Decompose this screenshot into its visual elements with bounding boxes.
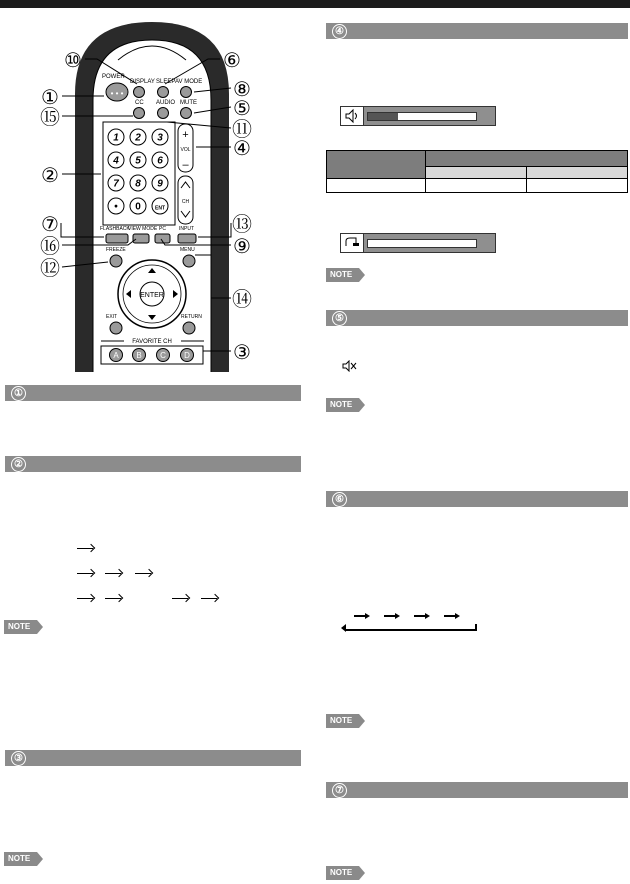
callout-number: ⑤ xyxy=(233,98,251,120)
return-button[interactable] xyxy=(183,322,195,334)
section-number-1: ① xyxy=(11,386,26,401)
section-bar-6 xyxy=(326,491,628,507)
av-mode-button[interactable] xyxy=(181,87,192,98)
note-badge-7: NOTE xyxy=(326,866,359,880)
callout-number: ⑦ xyxy=(41,214,59,236)
power-label: POWER xyxy=(102,74,125,80)
freeze-label: FREEZE xyxy=(106,247,126,253)
callout-number: ③ xyxy=(233,342,251,364)
section-bar-7 xyxy=(326,782,628,798)
note-badge-2: NOTE xyxy=(4,620,37,634)
note-badge-4: NOTE xyxy=(326,268,359,282)
top-bar xyxy=(0,0,630,8)
section-number-2: ② xyxy=(11,457,26,472)
volume-bar-display xyxy=(340,106,496,126)
view-mode-label: VIEW MODE xyxy=(128,226,158,232)
sleep-label: SLEEP xyxy=(156,79,176,85)
return-label: RETURN xyxy=(181,314,202,320)
callout-number: ⑯ xyxy=(40,236,60,258)
vol-label: VOL xyxy=(180,147,191,153)
audio-bar-display xyxy=(340,233,496,253)
display-label: DISPLAY xyxy=(130,79,155,85)
cc-label: CC xyxy=(135,100,144,106)
number-key-label: 4 xyxy=(113,155,119,167)
callout-number: ② xyxy=(41,165,59,187)
number-key-label: 1 xyxy=(113,132,119,144)
section-bar-3 xyxy=(5,750,301,766)
speaker-icon xyxy=(341,107,363,125)
callout-number: ⑫ xyxy=(40,258,60,280)
audio-label: AUDIO xyxy=(156,100,176,106)
number-key-label: 5 xyxy=(135,155,141,167)
enter-label: ENTER xyxy=(140,292,164,299)
av-mode-label: AV MODE xyxy=(175,79,203,85)
section-number-6: ⑥ xyxy=(332,492,347,507)
callout-number: ⑩ xyxy=(64,50,82,72)
note-badge-6: NOTE xyxy=(326,714,359,728)
favorite-ch-label: FAVORITE CH xyxy=(132,339,172,345)
input-label: INPUT xyxy=(179,226,194,232)
audio-button[interactable] xyxy=(158,108,169,119)
exit-button[interactable] xyxy=(110,322,122,334)
section-bar-4 xyxy=(326,23,628,39)
view-mode-button[interactable] xyxy=(133,234,149,243)
section-bar-1 xyxy=(5,385,301,401)
remote-control-diagram xyxy=(0,12,305,390)
ent-key-label: ENT xyxy=(155,205,165,212)
mute-button[interactable] xyxy=(181,108,192,119)
favorite-key-label: D xyxy=(184,351,190,360)
sleep-button[interactable] xyxy=(158,87,169,98)
favorite-key-label: B xyxy=(136,351,142,360)
callout-number: ① xyxy=(41,87,59,109)
power-dots: • • • xyxy=(110,89,124,98)
section-number-5: ⑤ xyxy=(332,311,347,326)
freeze-button[interactable] xyxy=(110,255,122,267)
favorite-key-label: A xyxy=(113,351,119,360)
callout-number: ⑪ xyxy=(232,119,252,141)
mute-label: MUTE xyxy=(180,100,197,106)
flashback-button[interactable] xyxy=(106,234,128,243)
number-key-label: 7 xyxy=(113,178,119,190)
note-badge-5: NOTE xyxy=(326,398,359,412)
pc-label: PC xyxy=(159,226,166,232)
callout-number: ⑬ xyxy=(232,214,252,236)
note-badge-3: NOTE xyxy=(4,852,37,866)
cc-button[interactable] xyxy=(134,108,145,119)
section-number-4: ④ xyxy=(332,24,347,39)
section-bar-5 xyxy=(326,310,628,326)
callout-number: ⑮ xyxy=(40,107,60,129)
callout-number: ⑭ xyxy=(232,289,252,311)
number-key-label: 3 xyxy=(157,132,163,144)
callout-number: ⑥ xyxy=(223,50,241,72)
ch-label: CH xyxy=(181,199,190,205)
audio-plug-icon xyxy=(341,234,363,252)
menu-label: MENU xyxy=(180,247,195,253)
number-key-0-label: 0 xyxy=(135,201,141,213)
dot-key-label: • xyxy=(114,201,118,213)
favorite-key-label: C xyxy=(160,351,166,360)
flashback-label: FLASHBACK xyxy=(100,226,130,232)
muted-speaker-icon xyxy=(342,360,358,372)
vol-plus: + xyxy=(182,129,189,141)
exit-label: EXIT xyxy=(106,314,118,320)
section-bar-2 xyxy=(5,456,301,472)
section-number-3: ③ xyxy=(11,751,26,766)
menu-button[interactable] xyxy=(183,255,195,267)
volume-table xyxy=(326,150,628,193)
number-key-label: 8 xyxy=(135,178,141,190)
number-key-label: 9 xyxy=(157,178,163,190)
number-key-label: 6 xyxy=(157,155,163,167)
section-number-7: ⑦ xyxy=(332,783,347,798)
display-button[interactable] xyxy=(134,87,145,98)
input-button[interactable] xyxy=(178,234,196,243)
vol-minus: – xyxy=(182,159,189,171)
callout-number: ⑨ xyxy=(233,236,251,258)
callout-number: ④ xyxy=(233,138,251,160)
number-key-label: 2 xyxy=(135,132,141,144)
callout-number: ⑧ xyxy=(233,79,251,101)
